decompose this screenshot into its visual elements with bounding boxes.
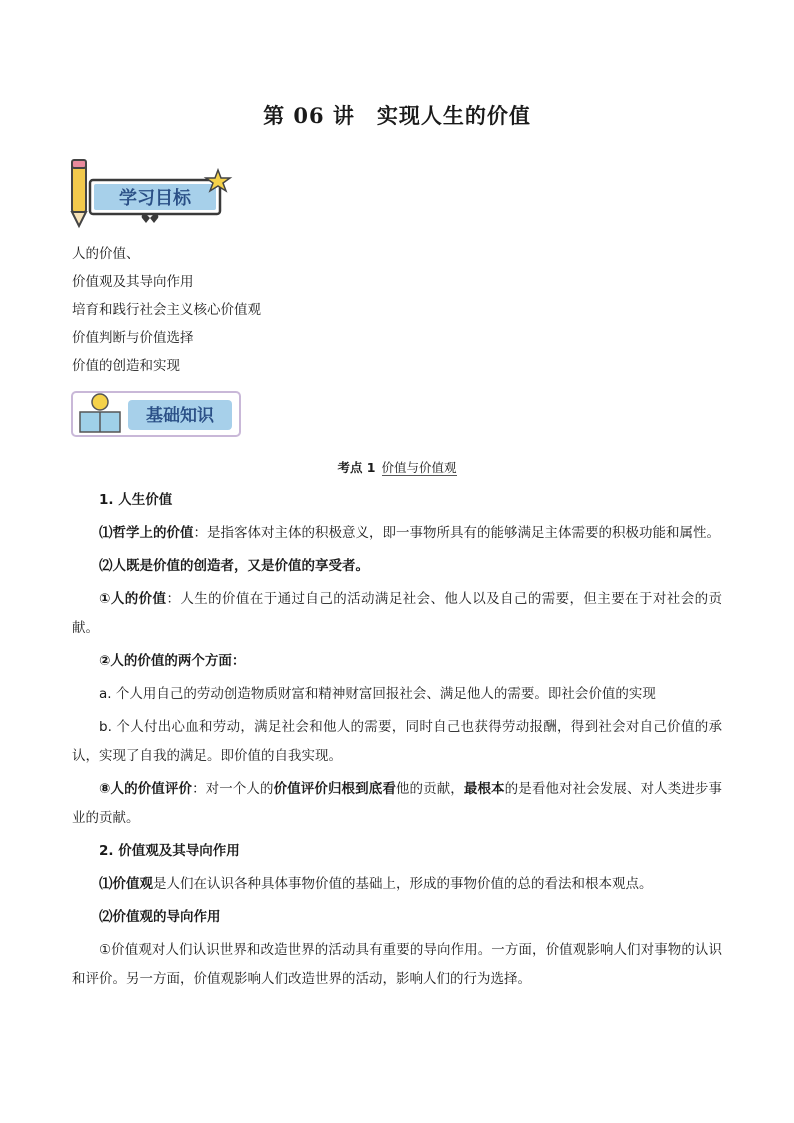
- text: ：对一个人的: [192, 781, 274, 797]
- section-label: 考点 1: [337, 460, 376, 475]
- text: ：是指客体对主体的积极意义，即一事物所具有的能够满足主体需要的积极功能和属性。: [193, 525, 720, 541]
- paragraph: ②人的价值的两个方面：: [99, 653, 246, 669]
- page-title: [0, 100, 794, 130]
- goals-badge-label: 学习目标: [119, 188, 191, 209]
- text: 他的贡献，: [395, 781, 464, 797]
- paragraph: ⑵人既是价值的创造者，又是价值的享受者。: [99, 558, 369, 574]
- text: 价值评价归根到底看: [273, 781, 396, 797]
- paragraph: [72, 585, 722, 643]
- paragraph: [72, 870, 722, 899]
- paragraph: [72, 775, 722, 833]
- paragraph: [72, 519, 722, 548]
- goal-item: 价值的创造和实现: [72, 358, 180, 374]
- content-body: [72, 486, 722, 998]
- goal-item: 人的价值、: [72, 246, 140, 262]
- pencil-icon: [72, 160, 86, 226]
- lesson-number: 第 06 讲: [263, 103, 355, 128]
- lesson-topic: 实现人生的价值: [376, 103, 531, 128]
- text: 是人们在认识各种具体事物价值的基础上，形成的事物价值的总的看法和根本观点。: [153, 876, 653, 892]
- basics-badge: [70, 388, 250, 442]
- text: ：人生的价值在于通过自己的活动满足社会、他人以及自己的需要，但主要在于对社会的贡献。: [72, 591, 723, 636]
- paragraph: ⑵价值观的导向作用: [99, 909, 221, 925]
- goals-list: [72, 240, 261, 380]
- term: ⑧人的价值评价: [99, 781, 193, 797]
- paragraph: ①价值观对人们认识世界和改造世界的活动具有重要的导向作用。一方面，价值观影响人们对事物的认识和评价。另一方面，价值观影响人们改造世界的活动，影响人们的行为选择。: [72, 942, 722, 987]
- goal-item: 价值观及其导向作用: [72, 274, 194, 290]
- term: ⑴哲学上的价值: [99, 525, 194, 541]
- paragraph: a. 个人用自己的劳动创造物质财富和精神财富回报社会、满足他人的需要。即社会价值的实现: [99, 686, 656, 702]
- basics-badge-label: 基础知识: [146, 406, 214, 426]
- term: ⑴价值观: [99, 876, 153, 892]
- goals-badge: [68, 158, 248, 230]
- heading-life-value: 1. 人生价值: [99, 492, 173, 508]
- paragraph: b. 个人付出心血和劳动，满足社会和他人的需要，同时自己也获得劳动报酬，得到社会对自己价值的承认，实现了自我的满足。即价值的自我实现。: [72, 719, 722, 764]
- section-heading: [0, 458, 794, 476]
- goal-item: 培育和践行社会主义核心价值观: [72, 302, 261, 318]
- goal-item: 价值判断与价值选择: [72, 330, 194, 346]
- text: 的是看他对社会发展、对人类进步事业的贡献。: [72, 781, 723, 826]
- text: 最根本: [463, 781, 505, 797]
- term: ①人的价值: [99, 591, 167, 607]
- section-subtitle: 价值与价值观: [381, 460, 457, 475]
- heading-value-view: 2. 价值观及其导向作用: [99, 843, 240, 859]
